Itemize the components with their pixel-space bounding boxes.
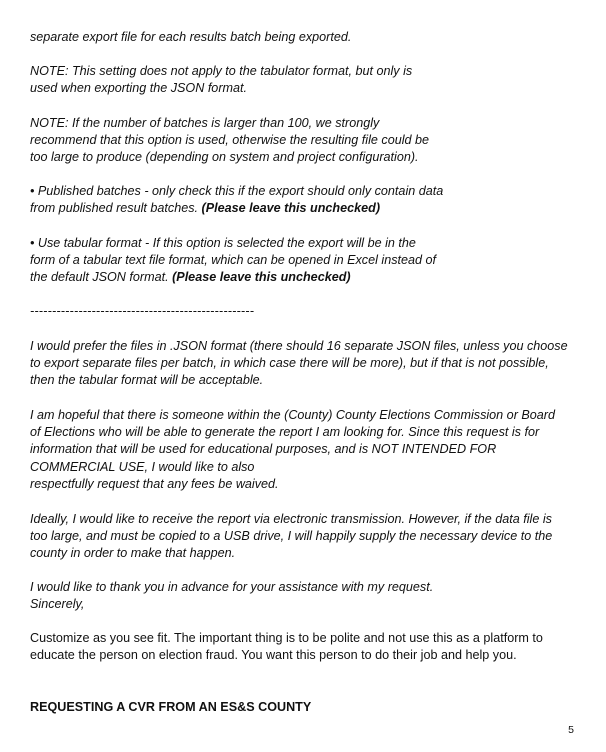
note-tabulator-format: NOTE: This setting does not apply to the tabulator format, but only is used when exporting the JSON format. [30,64,413,96]
paragraph-json-preference: I would prefer the files in .JSON format (there should 16 separate JSON files, unless you choose to export separate files per batch, in which case there will be more), but if that is not possible, then the tabular format will be acceptable. [30,339,568,388]
bullet-published-batches [30,183,590,217]
bullet-published-batches-text: • Published batches - only check this if the export should only contain data from published result batches. [30,184,444,216]
paragraph-transmission: Ideally, I would like to receive the report via electronic transmission. However, if the data file is too large, and must be copied to a USB drive, I will happily supply the necessary device to the county in order to make that happen. [30,512,553,561]
bullet-tabular-format [30,235,590,287]
paragraph-fee-waiver: I am hopeful that there is someone within the (County) County Elections Commission or Board of Elections who will be able to generate the report I am looking for. Since this request is for information that will be used for educational purposes, and is NOT INTENDED FOR COMMERCIAL USE, I would like to also respectfully request that any fees be waived. [30,408,555,491]
paragraph-customize-advice: Customize as you see fit. The important thing is to be polite and not use this as a platform to educate the person on election fraud. You want this person to do their job and help you. [30,631,543,663]
bullet-tabular-format-instruction: (Please leave this unchecked) [172,270,351,285]
note-batch-count: NOTE: If the number of batches is larger than 100, we strongly recommend that this option is used, otherwise the resulting file could be too large to produce (depending on system and project configuration). [30,116,430,165]
paragraph-closing: I would like to thank you in advance for your assistance with my request. Sincerely, [30,580,434,612]
paragraph-batch-export: separate export file for each results batch being exported. [30,30,352,44]
bullet-published-batches-instruction: (Please leave this unchecked) [201,201,381,216]
bullet-tabular-format-text: • Use tabular format - If this option is selected the export will be in the form of a tabular text file format, which can be opened in Excel instead of the default JSON format. [30,236,437,285]
section-heading: REQUESTING A CVR FROM AN ES&S COUNTY [30,700,312,714]
page-number: 5 [568,724,574,736]
dashed-divider: --------------------------------------------------- [30,304,255,318]
